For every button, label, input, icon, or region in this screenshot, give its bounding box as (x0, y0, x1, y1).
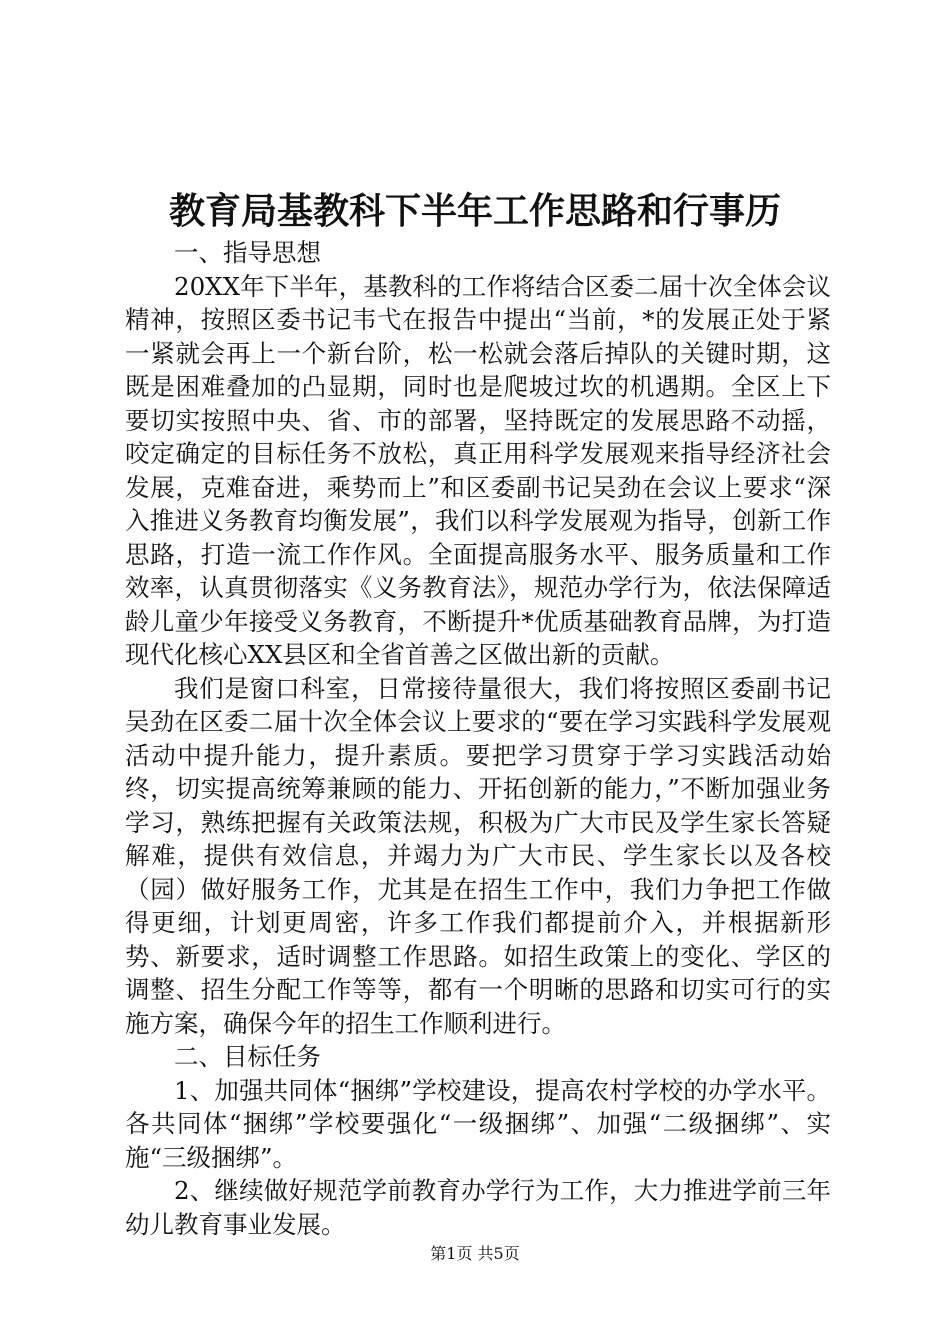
paragraph-goal-2: 2、继续做好规范学前教育办学行为工作，大力推进学前三年幼儿教育事业发展。 (125, 1176, 831, 1239)
paragraph-service-window: 我们是窗口科室，日常接待量很大，我们将按照区委副书记吴劲在区委二届十次全体会议上要求的“要在学习实践科学发展观活动中提升能力，提升素质。要把学习贯穿于学习实践活动始终，切实提高统筹兼顾的能力、开拓创新的能力，”不断加强业务学习，熟练把握有关政策法规，积极为广大市民及学生家长答疑解难，提供有效信息，并竭力为广大市民、学生家长以及各校（园）做好服务工作，尤其是在招生工作中，我们力争把工作做得更细，计划更周密，许多工作我们都提前介入，并根据新形势、新要求，适时调整工作思路。如招生政策上的变化、学区的调整、招生分配工作等等，都有一个明晰的思路和切实可行的实施方案，确保今年的招生工作顺利进行。 (125, 673, 831, 1038)
paragraph-guiding-ideology: 20XX年下半年，基教科的工作将结合区委二届十次全体会议精神，按照区委书记韦弋在报告中提出“当前，*的发展正处于紧一紧就会再上一个新台阶，松一松就会落后掉队的关键时期，这既是困难叠加的凸显期，同时也是爬坡过坎的机遇期。全区上下要切实按照中央、省、市的部署，坚持既定的发展思路不动摇，咬定确定的目标任务不放松，真正用科学发展观来指导经济社会发展，克难奋进，乘势而上”和区委副书记吴劲在会议上要求“深入推进义务教育均衡发展”，我们以科学发展观为指导，创新工作思路，打造一流工作作风。全面提高服务水平、服务质量和工作效率，认真贯彻落实《义务教育法》，规范办学行为，依法保障适龄儿童少年接受义务教育，不断提升*优质基础教育品牌，为打造现代化核心XX县区和全省首善之区做出新的贡献。 (125, 271, 831, 669)
page-footer: 第1页 共5页 (430, 1244, 520, 1263)
section-heading-goals: 二、目标任务 (174, 1042, 321, 1071)
document-body (125, 236, 831, 1241)
paragraph-goal-1: 1、加强共同体“捆绑”学校建设，提高农村学校的办学水平。各共同体“捆绑”学校要强化“一级捆绑”、加强“二级捆绑”、实施“三级捆绑”。 (125, 1075, 831, 1172)
document-title: 教育局基教科下半年工作思路和行事历 (168, 190, 781, 232)
section-heading-guiding-ideology: 一、指导思想 (174, 238, 321, 267)
